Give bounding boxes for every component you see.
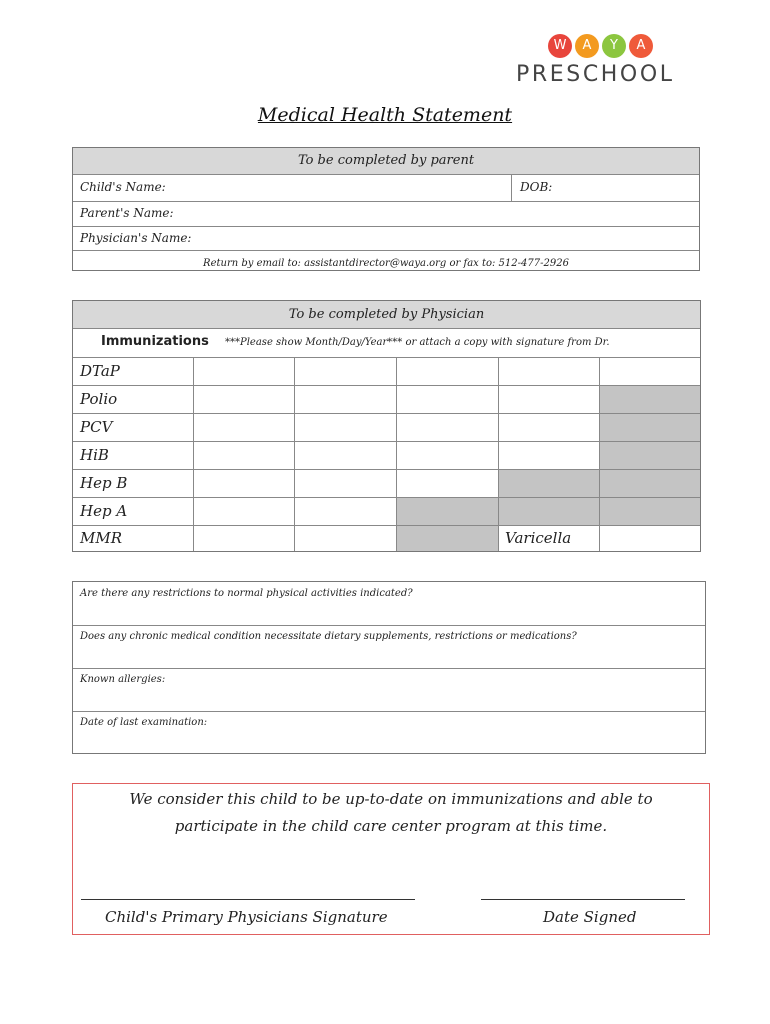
immunizations-instruction: ***Please show Month/Day/Year*** or attach a copy with signature from Dr. (225, 337, 610, 348)
vaccine-label: Polio (80, 390, 118, 408)
physician-section-header (73, 301, 700, 328)
signature-label: Child's Primary Physicians Signature (105, 908, 388, 926)
child-name-label: Child's Name: (80, 180, 166, 194)
question-label: Date of last examination: (80, 717, 208, 728)
date-cell[interactable] (193, 358, 294, 385)
immunizations-header-row (73, 328, 700, 357)
unused-cell (396, 526, 498, 551)
dob-label: DOB: (520, 180, 553, 194)
date-cell[interactable] (498, 442, 599, 469)
date-cell[interactable] (193, 386, 294, 413)
date-cell[interactable] (294, 358, 396, 385)
parent-section (72, 147, 700, 271)
vaccine-row-dtap (73, 357, 700, 385)
question-last-exam[interactable] (73, 711, 705, 753)
return-note-row (73, 250, 699, 270)
date-cell[interactable] (193, 442, 294, 469)
parent-name-label: Parent's Name: (80, 206, 174, 220)
date-cell[interactable] (294, 526, 396, 551)
dob-field[interactable] (556, 175, 699, 201)
statement-line-1: We consider this child to be up-to-date on immunizations and able to (129, 790, 653, 808)
parent-name-field[interactable] (183, 202, 699, 226)
physician-section-header-text: To be completed by Physician (288, 307, 485, 322)
physician-name-field[interactable] (198, 227, 699, 250)
date-cell[interactable] (498, 358, 599, 385)
date-cell[interactable] (396, 442, 498, 469)
vaccine-label: PCV (80, 418, 113, 436)
unused-cell (599, 470, 700, 497)
vaccine-row-mmr (73, 525, 700, 551)
question-label: Does any chronic medical condition necessitate dietary supplements, restrictions or medications? (80, 631, 577, 642)
date-cell[interactable] (294, 414, 396, 441)
unused-cell (599, 442, 700, 469)
date-cell[interactable] (396, 386, 498, 413)
vaccine-row-hib (73, 441, 700, 469)
logo-letter: A (575, 34, 599, 58)
child-name-row (73, 174, 699, 201)
statement-line-2: participate in the child care center program at this time. (174, 817, 608, 835)
vaccine-label: HiB (80, 446, 109, 464)
date-cell[interactable] (294, 386, 396, 413)
child-name-field[interactable] (173, 175, 509, 201)
unused-cell (599, 414, 700, 441)
varicella-label-cell (498, 526, 599, 551)
date-cell[interactable] (396, 470, 498, 497)
unused-cell (599, 498, 700, 525)
waya-preschool-logo (516, 34, 698, 89)
vaccine-label: Hep B (80, 474, 128, 492)
physician-statement (72, 783, 710, 935)
vaccine-row-polio (73, 385, 700, 413)
question-label: Known allergies: (80, 674, 166, 685)
date-signed-line[interactable] (481, 899, 685, 900)
parent-section-header-text: To be completed by parent (297, 153, 475, 168)
unused-cell (498, 470, 599, 497)
date-cell[interactable] (193, 414, 294, 441)
date-cell[interactable] (498, 414, 599, 441)
physician-section (72, 300, 701, 552)
date-cell[interactable] (294, 498, 396, 525)
logo-letter-circles (548, 34, 656, 60)
physician-name-label: Physician's Name: (80, 231, 192, 245)
vaccine-row-hep-a (73, 497, 700, 525)
date-cell[interactable] (193, 498, 294, 525)
parent-name-row (73, 201, 699, 226)
signature-line[interactable] (81, 899, 415, 900)
logo-letter: A (629, 34, 653, 58)
question-allergies[interactable] (73, 668, 705, 711)
date-cell[interactable] (498, 386, 599, 413)
vaccine-row-pcv (73, 413, 700, 441)
logo-letter: W (548, 34, 572, 58)
immunizations-label: Immunizations (101, 334, 209, 349)
question-label: Are there any restrictions to normal physical activities indicated? (80, 588, 413, 599)
return-note: Return by email to: assistantdirector@waya.org or fax to: 512-477-2926 (203, 258, 569, 269)
question-restrictions[interactable] (73, 582, 705, 625)
date-cell[interactable] (599, 358, 700, 385)
question-chronic-condition[interactable] (73, 625, 705, 668)
physician-name-row (73, 226, 699, 250)
date-cell[interactable] (396, 358, 498, 385)
vaccine-label: Hep A (80, 502, 128, 520)
unused-cell (498, 498, 599, 525)
date-signed-label: Date Signed (543, 908, 637, 926)
unused-cell (599, 386, 700, 413)
parent-section-header (73, 148, 699, 174)
vaccine-label: MMR (80, 529, 123, 547)
varicella-date-cell[interactable] (599, 526, 700, 551)
page-title: Medical Health Statement (257, 104, 513, 126)
varicella-label: Varicella (505, 529, 572, 547)
dob-cell (511, 175, 699, 201)
date-cell[interactable] (193, 526, 294, 551)
questions-section (72, 581, 706, 754)
unused-cell (396, 498, 498, 525)
vaccine-label: DTaP (80, 362, 120, 380)
date-cell[interactable] (193, 470, 294, 497)
logo-text: PRESCHOOL (516, 62, 675, 87)
date-cell[interactable] (294, 470, 396, 497)
date-cell[interactable] (396, 414, 498, 441)
date-cell[interactable] (294, 442, 396, 469)
logo-letter: Y (602, 34, 626, 58)
vaccine-row-hep-b (73, 469, 700, 497)
